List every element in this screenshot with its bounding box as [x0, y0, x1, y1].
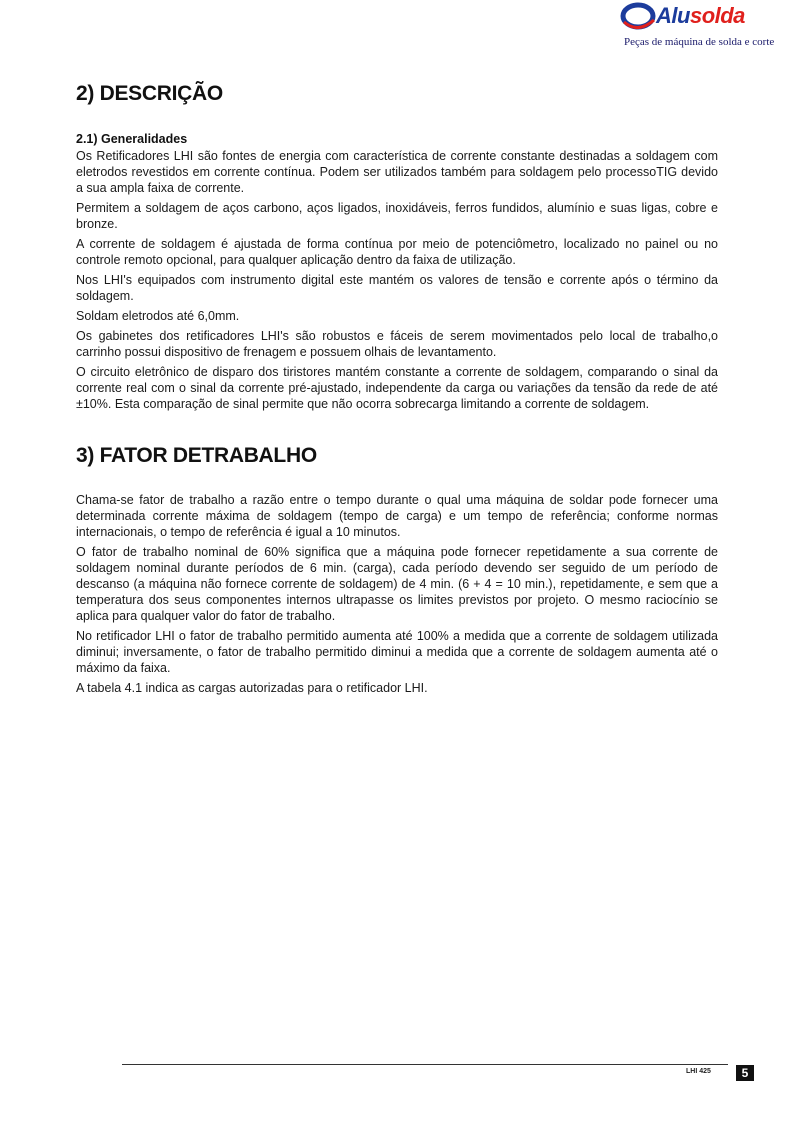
section-3-body [76, 492, 718, 696]
logo-wordmark-solda: solda [689, 3, 745, 28]
section-2-paragraph: Os gabinetes dos retificadores LHI's são robustos e fáceis de serem movimentados pelo local de trabalho,o carrinho possui dispositivo de frenagem e possuem olhais de levantamento. [76, 329, 718, 359]
subsection-2-1-title: 2.1) Generalidades [76, 132, 188, 146]
page-number: 5 [736, 1065, 754, 1081]
logo-swoosh-icon [620, 2, 660, 36]
section-2-paragraph: Permitem a soldagem de aços carbono, aços ligados, inoxidáveis, ferros fundidos, alumínio e suas ligas, cobre e bronze. [76, 201, 718, 231]
logo-tagline: Peças de máquina de solda e corte [624, 36, 775, 48]
section-3-paragraph: No retificador LHI o fator de trabalho permitido aumenta até 100% a medida que a corrente de soldagem utilizada diminui; inversamente, o fator de trabalho permitido diminui a medida que a corrente de soldagem aumenta até o máximo da faixa. [76, 629, 718, 675]
section-3-paragraph: A tabela 4.1 indica as cargas autorizadas para o retificador LHI. [76, 681, 428, 695]
section-2-paragraph: Nos LHI's equipados com instrumento digital este mantém os valores de tensão e corrente após o término da soldagem. [76, 273, 718, 303]
section-2-paragraph: A corrente de soldagem é ajustada de forma contínua por meio de potenciômetro, localizado no painel ou no controle remoto opcional, para qualquer aplicação dentro da faixa de utilização. [76, 237, 718, 267]
section-3-paragraph: O fator de trabalho nominal de 60% significa que a máquina pode fornecer repetidamente a sua corrente de soldagem nominal durante períodos de 6 min. (carga), cada período devendo ser seguido de um período de descanso (a máquina não fornece corrente de soldagem) de 4 min. (6 + 4 = 10 min.), repetidamente, e sem que a temperatura dos seus componentes internos ultrapasse os limites previstos por projeto. O mesmo raciocínio se aplica para qualquer valor do fator de trabalho. [76, 545, 718, 623]
document-body [76, 72, 718, 700]
brand-logo [620, 2, 790, 52]
section-2-title: 2) DESCRIÇÃO [76, 82, 223, 105]
footer-model-label: LHI 425 [686, 1068, 711, 1075]
section-2-paragraph: Os Retificadores LHI são fontes de energia com característica de corrente constante destinadas a soldagem com eletrodos revestidos em corrente contínua. Podem ser utilizados também para soldagem pelo processoTIG devido a sua ampla faixa de corrente. [76, 149, 718, 195]
footer-divider [122, 1064, 728, 1065]
logo-wordmark-alu: Alu [656, 3, 690, 28]
section-3-title: 3) FATOR DETRABALHO [76, 444, 317, 467]
section-2-paragraph: O circuito eletrônico de disparo dos tiristores mantém constante a corrente de soldagem, comparando o sinal da corrente real com o sinal da corrente pré-ajustado, independente da carga ou variações da tensão da rede de até ±10%. Esta comparação de sinal permite que não ocorra sobrecarga limitando a corrente de soldagem. [76, 365, 718, 411]
section-3-paragraph: Chama-se fator de trabalho a razão entre o tempo durante o qual uma máquina de soldar pode fornecer uma determinada corrente máxima de soldagem (tempo de carga) e um tempo de referência; conforme normas internacionais, o tempo de referência é igual a 10 minutos. [76, 493, 718, 539]
logo-wordmark [656, 3, 745, 29]
section-2-paragraph: Soldam eletrodos até 6,0mm. [76, 309, 240, 323]
